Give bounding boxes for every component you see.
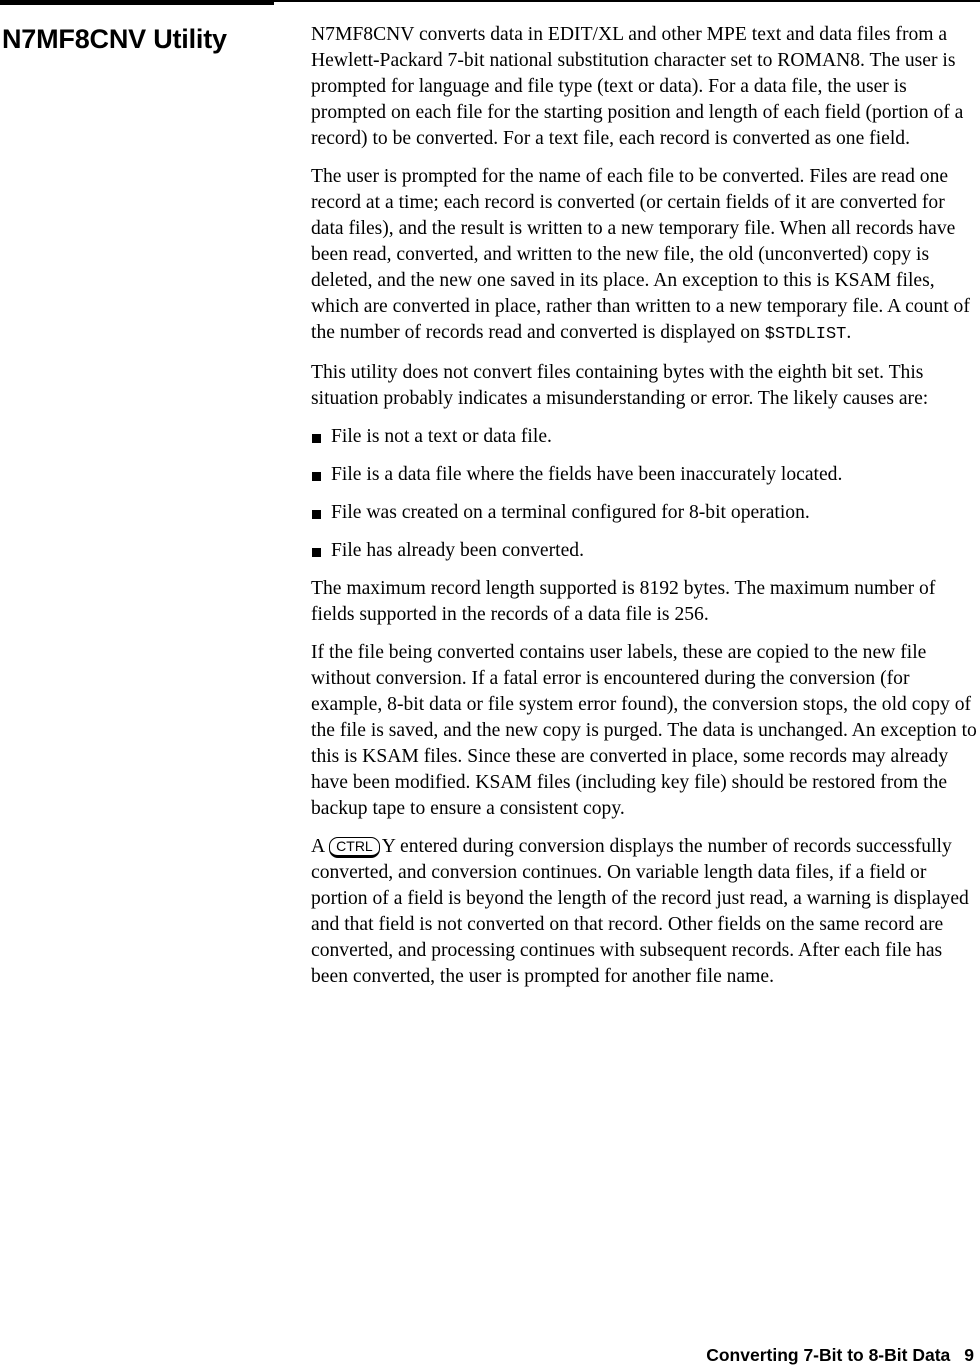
- footer-chapter-title: Converting 7-Bit to 8-Bit Data: [706, 1345, 951, 1365]
- paragraph-user-labels: If the file being converted contains user labels, these are copied to the new file without conversion. If a fatal error is encountered during the conversion (for example, 8-bit data or file system error found), the conversion stops, the old copy of the file is saved, and the new copy is purged. The data is unchanged. An exception to this is KSAM files. Since these are converted in place, some records may already have been modified. KSAM files (including key file) should be restored from the backup tape to ensure a consistent copy.: [311, 642, 977, 819]
- paragraph-conversion-process-text: The user is prompted for the name of each file to be converted. Files are read one record at a time; each record is converted (or certain fields of it are converted for data files), and the result is written to a new temporary file. When all records have been read, converted, and written to the new file, the old (unconverted) copy is deleted, and the new one saved in its place. An exception to this is KSAM files, which are converted in place, rather than written to a new temporary file. A count of the number of records read and converted is displayed on: [311, 166, 970, 343]
- square-bullet-icon: [312, 510, 321, 519]
- list-item: [311, 538, 977, 564]
- list-item: [311, 462, 977, 488]
- paragraph-conversion-process: [311, 164, 977, 348]
- page-footer: [706, 1343, 974, 1367]
- top-rule-thick: [0, 0, 274, 5]
- causes-list: [311, 424, 977, 564]
- paragraph-ctrl-y-rest: Y entered during conversion displays the number of records successfully converted, and conversion continues. On variable length data files, if a field or portion of a field is beyond the length of the record just read, a warning is displayed and that field is not converted on that record. Other fields on the same record are converted, and processing continues with subsequent records. After each file has been converted, the user is prompted for another file name.: [311, 836, 969, 987]
- cause-text: File was created on a terminal configured for 8-bit operation.: [331, 502, 810, 523]
- cause-text: File has already been converted.: [331, 540, 584, 561]
- square-bullet-icon: [312, 548, 321, 557]
- cause-text: File is not a text or data file.: [331, 426, 552, 447]
- paragraph-ctrl-y: [311, 834, 977, 990]
- list-item: [311, 424, 977, 450]
- paragraph-intro: N7MF8CNV converts data in EDIT/XL and other MPE text and data files from a Hewlett-Packard 7-bit national substitution character set to ROMAN8. The user is prompted for language and file type (text or data). For a data file, the user is prompted on each file for the starting position and length of each field (portion of a record) to be converted. For a text file, each record is converted as one field.: [311, 24, 964, 149]
- paragraph-limits: The maximum record length supported is 8192 bytes. The maximum number of fields supported in the records of a data file is 256.: [311, 578, 936, 625]
- section-heading: N7MF8CNV Utility: [2, 24, 227, 54]
- stdlist-code: $STDLIST: [764, 325, 847, 344]
- paragraph-eighth-bit: This utility does not convert files containing bytes with the eighth bit set. This situation probably indicates a misunderstanding or error. The likely causes are:: [311, 362, 929, 409]
- square-bullet-icon: [312, 472, 321, 481]
- list-item: [311, 500, 977, 526]
- paragraph-conversion-process-end: .: [846, 322, 852, 343]
- body-text-column: [311, 22, 977, 1002]
- square-bullet-icon: [312, 434, 321, 443]
- paragraph-ctrl-y-start: A: [311, 836, 326, 857]
- top-rule-thin: [274, 0, 980, 2]
- footer-page-number: 9: [964, 1345, 974, 1365]
- ctrl-key-icon: CTRL: [329, 837, 380, 858]
- cause-text: File is a data file where the fields have been inaccurately located.: [331, 464, 843, 485]
